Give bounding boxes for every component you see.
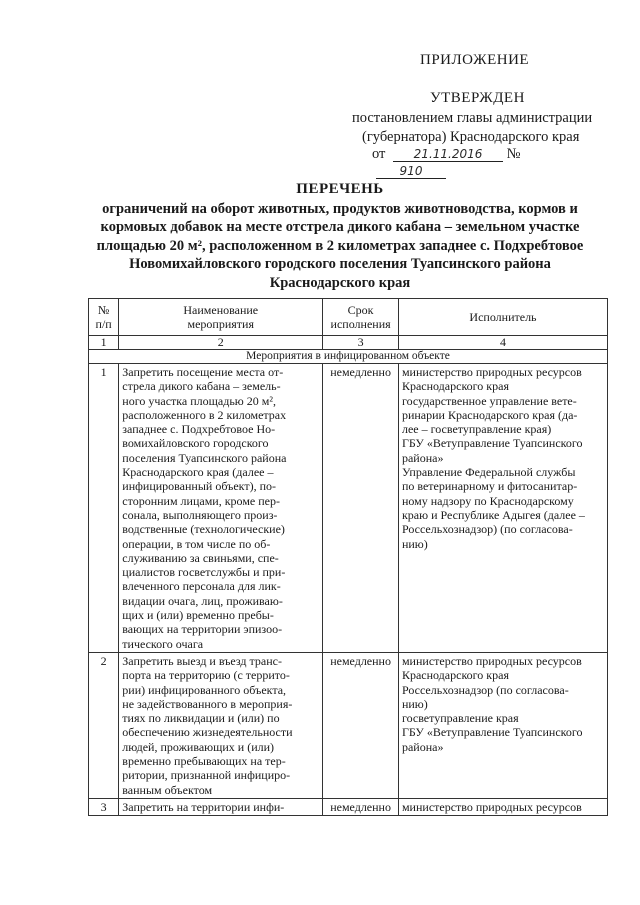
section-row bbox=[89, 350, 608, 364]
table-row bbox=[89, 364, 608, 653]
row-term: немедленно bbox=[323, 652, 399, 798]
header-executor: Исполнитель bbox=[398, 299, 607, 336]
row-measure: Запретить выезд и въезд транс- порта на территорию (с террито- рии) инфицированного объекта, не задействованного в мероприя- тиях по ликвидации и (или) по обеспечению жизнедеятельности людей, проживающих и (или) временно пребывающих на тер- ритории, признанной инфициро- ванным объектом bbox=[119, 652, 323, 798]
appendix-label: ПРИЛОЖЕНИЕ bbox=[420, 52, 530, 68]
table-row bbox=[89, 798, 608, 815]
table-header-row bbox=[89, 299, 608, 336]
approved-by-line-1: постановлением главы администрации bbox=[352, 110, 593, 126]
column-number: 4 bbox=[398, 336, 607, 350]
table-row bbox=[89, 652, 608, 798]
handwritten-number: 910 bbox=[376, 164, 446, 179]
header-num: № п/п bbox=[89, 299, 119, 336]
row-executor: министерство природных ресурсов Краснодарского края Россельхознадзор (по согласова- нию) госветуправление края ГБУ «Ветуправление Туапсинского района» bbox=[398, 652, 607, 798]
header-name: Наименование мероприятия bbox=[119, 299, 323, 336]
column-number: 2 bbox=[119, 336, 323, 350]
row-measure: Запретить на территории инфи- bbox=[119, 798, 323, 815]
row-term: немедленно bbox=[323, 798, 399, 815]
column-number: 3 bbox=[323, 336, 399, 350]
column-number-row bbox=[89, 336, 608, 350]
row-num: 1 bbox=[89, 364, 119, 653]
row-num: 3 bbox=[89, 798, 119, 815]
title-line-4: Новомихайловского городского поселения Туапсинского района bbox=[129, 256, 551, 272]
approved-label: УТВЕРЖДЕН bbox=[430, 90, 525, 106]
approval-date-line bbox=[372, 146, 592, 180]
column-number: 1 bbox=[89, 336, 119, 350]
handwritten-date: 21.11.2016 bbox=[393, 147, 503, 162]
header-term: Срок исполнения bbox=[323, 299, 399, 336]
row-num: 2 bbox=[89, 652, 119, 798]
row-executor: министерство природных ресурсов bbox=[398, 798, 607, 815]
row-executor: министерство природных ресурсов Краснодарского края государственное управление вете- ринарии Краснодарского края (да- лее – госветуправление края) ГБУ «Ветуправление Туапсинского района» Управление Федеральной службы по ветеринарному и фитосанитар- ному надзору по Краснодарскому краю и Республике Адыгея (далее – Россельхознадзор) (по согласова- нию) bbox=[398, 364, 607, 653]
measures-table bbox=[88, 298, 608, 816]
title-line-3: площадью 20 м², расположенном в 2 километрах западнее с. Подхребтовое bbox=[96, 237, 584, 254]
section-title: Мероприятия в инфицированном объекте bbox=[89, 350, 608, 364]
number-prefix: № bbox=[506, 146, 521, 162]
title-line-1: ограничений на оборот животных, продуктов животноводства, кормов и bbox=[102, 200, 578, 217]
title-heading: ПЕРЕЧЕНЬ bbox=[296, 181, 384, 197]
document-title bbox=[70, 180, 610, 292]
date-prefix: от bbox=[372, 146, 386, 162]
row-term: немедленно bbox=[323, 364, 399, 653]
approved-by-line-2: (губернатора) Краснодарского края bbox=[362, 129, 580, 145]
title-line-2: кормовых добавок на месте отстрела дикого кабана – земельном участке bbox=[100, 219, 580, 235]
title-line-5: Краснодарского края bbox=[269, 274, 411, 291]
row-measure: Запретить посещение места от- стрела дикого кабана – земель- ного участка площадью 20 м², расположенного в 2 километрах западнее с. Подхребтовое Но- вомихайловского городского поселения Туапсинского района Краснодарского края (далее – инфицированный объект), по- сторонним лицами, кроме пер- сонала, выполняющего произ- водственные (технологические) операции, в том числе по об- служиванию за свиньями, спе- циалистов госветслужбы и при- влеченного персонала для лик- видации очага, лиц, проживаю- щих и (или) временно пребы- вающих на территории эпизоо- тического очага bbox=[119, 364, 323, 653]
